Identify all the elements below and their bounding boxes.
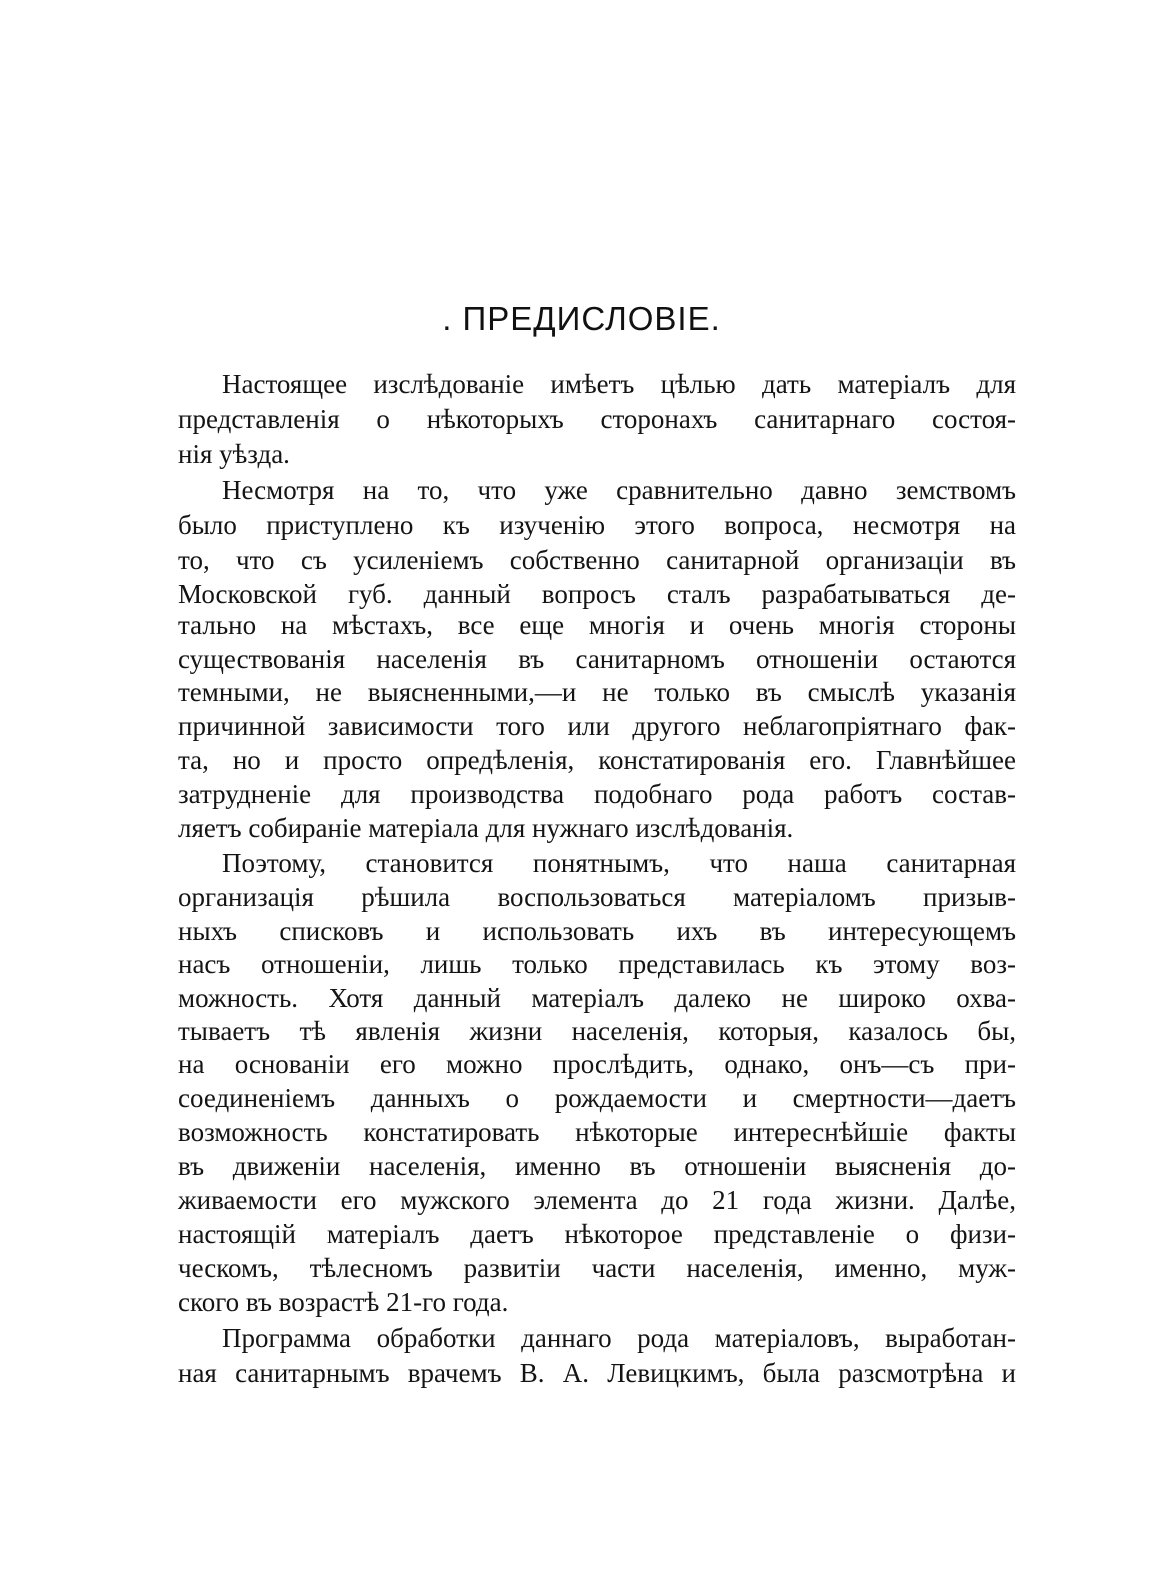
text-line: на основаніи его можно прослѣдить, однако, онъ—съ при- — [178, 1049, 1016, 1079]
text-line: можность. Хотя данный матеріалъ далеко не широко охва- — [178, 983, 1016, 1013]
text-line: то, что съ усиленіемъ собственно санитарной организаціи въ — [178, 545, 1016, 575]
text-line: Московской губ. данный вопросъ сталъ разрабатываться де- — [178, 579, 1016, 609]
page-title: . ПРЕДИСЛОВІЕ. — [442, 300, 721, 337]
text-line: было приступлено къ изученію этого вопроса, несмотря на — [178, 510, 1016, 540]
text-line: причинной зависимости того или другого неблагопріятнаго фак- — [178, 711, 1016, 741]
text-line: въ движеніи населенія, именно въ отношеніи выясненія до- — [178, 1151, 1016, 1181]
text-line: ляетъ собираніе матеріала для нужнаго изслѣдованія. — [178, 813, 794, 843]
text-line: настоящій матеріалъ даетъ нѣкоторое представленіе о физи- — [178, 1219, 1016, 1249]
text-line: Настоящее изслѣдованіе имѣетъ цѣлью дать матеріалъ для — [222, 369, 1016, 399]
text-line: Несмотря на то, что уже сравнительно давно земствомъ — [222, 475, 1016, 505]
text-line: существованія населенія въ санитарномъ отношеніи остаются — [178, 644, 1016, 674]
text-line: ная санитарнымъ врачемъ В. А. Левицкимъ, была разсмотрѣна и — [178, 1358, 1016, 1388]
text-line: возможность констатировать нѣкоторые интереснѣйшіе факты — [178, 1117, 1016, 1147]
text-line: темными, не выясненными,—и не только въ смыслѣ указанія — [178, 677, 1016, 707]
text-line: затрудненіе для производства подобнаго рода работъ состав- — [178, 779, 1016, 809]
text-line: тально на мѣстахъ, все еще многія и очень многія стороны — [178, 610, 1016, 640]
text-line: представленія о нѣкоторыхъ сторонахъ санитарнаго состоя- — [178, 404, 1016, 434]
text-line: нія уѣзда. — [178, 439, 290, 469]
text-line: живаемости его мужского элемента до 21 года жизни. Далѣе, — [178, 1185, 1016, 1215]
text-line: Программа обработки даннаго рода матеріаловъ, выработан- — [222, 1323, 1016, 1353]
text-line: насъ отношеніи, лишь только представилась къ этому воз- — [178, 949, 1016, 979]
text-line: ческомъ, тѣлесномъ развитіи части населенія, именно, муж- — [178, 1253, 1016, 1283]
text-line: тываетъ тѣ явленія жизни населенія, которыя, казалось бы, — [178, 1016, 1016, 1046]
text-line: та, но и просто опредѣленія, констатированія его. Главнѣйшее — [178, 745, 1016, 775]
text-line: ныхъ списковъ и использовать ихъ въ интересующемъ — [178, 916, 1016, 946]
text-line: организація рѣшила воспользоваться матеріаломъ призыв- — [178, 882, 1016, 912]
text-line: соединеніемъ данныхъ о рождаемости и смертности—даетъ — [178, 1083, 1016, 1113]
text-line: ского въ возрастѣ 21-го года. — [178, 1287, 509, 1317]
text-line: Поэтому, становится понятнымъ, что наша санитарная — [222, 848, 1016, 878]
